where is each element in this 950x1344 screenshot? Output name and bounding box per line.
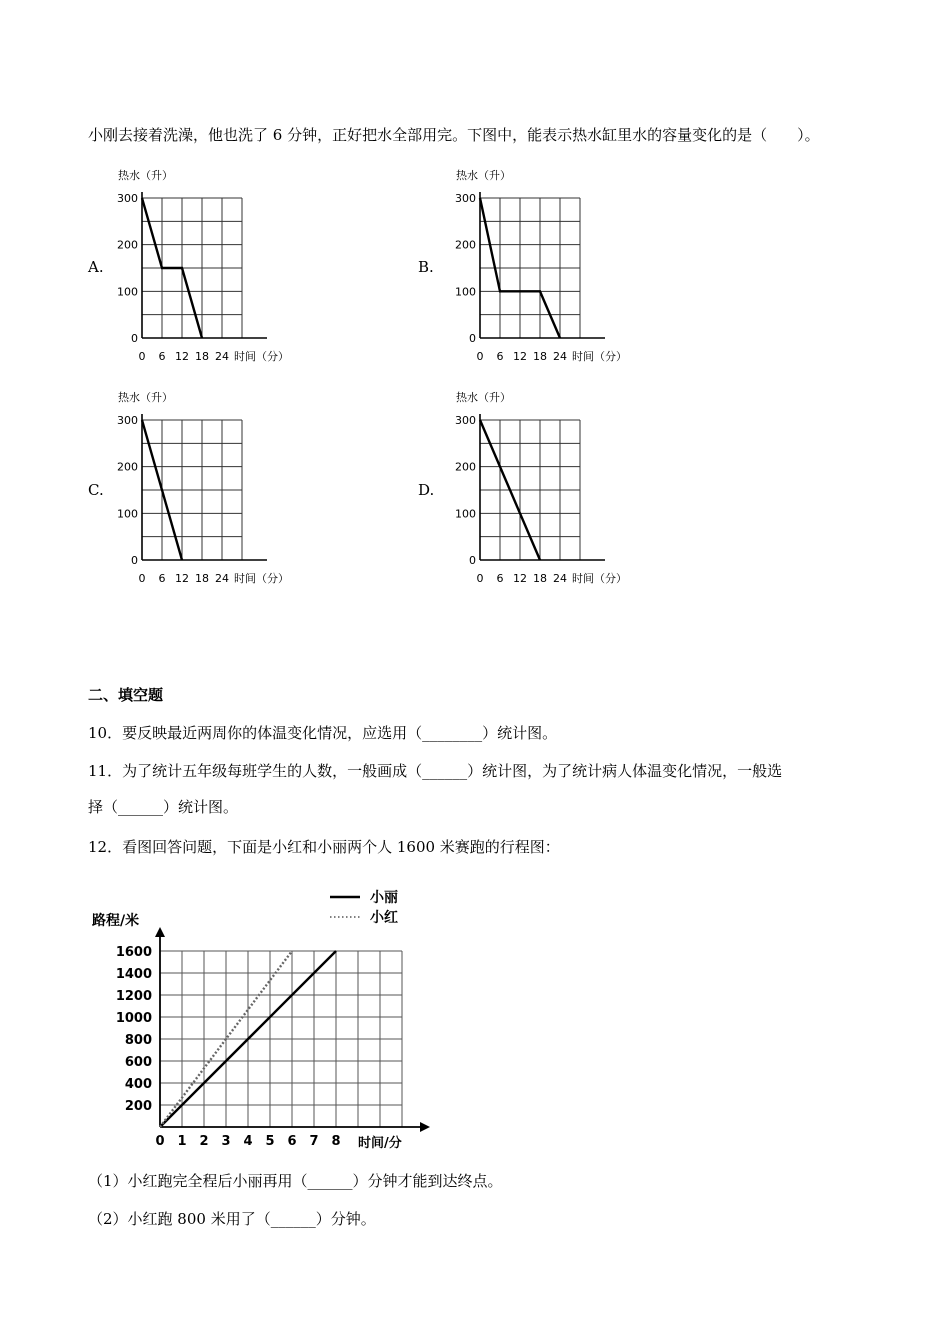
race-xlabel: 时间/分 <box>358 1136 402 1151</box>
option-b-chart <box>448 164 648 369</box>
chart-d-ylabel: 热水（升） <box>456 391 511 404</box>
chart-b-xtick-label: 6 <box>496 350 504 363</box>
chart-a-xtick-label: 24 <box>215 350 229 363</box>
race-ytick-label: 1400 <box>115 967 152 982</box>
chart-a-ytick-label: 300 <box>117 192 138 206</box>
chart-c-ytick-label: 200 <box>117 460 138 474</box>
chart-a-xtick-label: 0 <box>138 350 146 363</box>
race-ytick-label: 400 <box>124 1077 152 1092</box>
race-xtick-label: 6 <box>287 1134 297 1149</box>
race-ytick-label: 200 <box>124 1099 152 1114</box>
chart-d-ytick-label: 100 <box>455 507 476 521</box>
chart-d-xtick-label: 24 <box>553 572 567 585</box>
chart-d-ytick-label: 200 <box>455 460 476 474</box>
option-b-label[interactable]: B. <box>418 258 434 276</box>
chart-b-ytick-label: 100 <box>455 285 476 299</box>
race-xtick-label: 3 <box>221 1134 231 1149</box>
race-chart <box>84 884 434 1154</box>
option-d-chart <box>448 386 648 591</box>
race-xtick-label: 2 <box>199 1134 209 1149</box>
race-xtick-label: 5 <box>265 1134 275 1149</box>
chart-c-ytick-label: 100 <box>117 507 138 521</box>
chart-d-xtick-label: 0 <box>476 572 484 585</box>
question-12-sub1: （1）小红跑完全程后小丽再用（______）分钟才能到达终点。 <box>88 1172 503 1190</box>
race-x-arrow <box>420 1122 430 1132</box>
chart-a-ytick-label: 200 <box>117 238 138 252</box>
race-ytick-label: 1600 <box>115 945 152 960</box>
chart-b-ytick-label: 0 <box>469 332 476 345</box>
chart-d-xtick-label: 12 <box>513 572 527 585</box>
chart-b-ylabel: 热水（升） <box>456 169 511 182</box>
chart-d-ytick-label: 0 <box>469 554 476 567</box>
chart-b-ytick-label: 200 <box>455 238 476 252</box>
option-a-label[interactable]: A. <box>88 258 104 276</box>
chart-b-xtick-label: 24 <box>553 350 567 363</box>
question-12: 12．看图回答问题，下面是小红和小丽两个人 1600 米赛跑的行程图： <box>88 838 560 856</box>
race-ytick-label: 600 <box>124 1055 152 1070</box>
chart-c-xtick-label: 24 <box>215 572 229 585</box>
chart-b-xtick-label: 0 <box>476 350 484 363</box>
race-legend-label: 小红 <box>370 910 398 926</box>
option-a-chart <box>110 164 310 369</box>
race-xtick-label: 1 <box>177 1134 187 1149</box>
chart-a-xtick-label: 6 <box>158 350 166 363</box>
race-ytick-label: 1200 <box>115 989 152 1004</box>
chart-b-xlabel: 时间（分） <box>572 350 627 363</box>
option-c-chart <box>110 386 310 591</box>
race-ytick-label: 800 <box>124 1033 152 1048</box>
chart-c-ytick-label: 300 <box>117 414 138 428</box>
chart-b-xtick-label: 18 <box>533 350 547 363</box>
race-xtick-label: 0 <box>155 1134 165 1149</box>
chart-c-xtick-label: 0 <box>138 572 146 585</box>
chart-b-ytick-label: 300 <box>455 192 476 206</box>
chart-a-ytick-label: 0 <box>131 332 138 345</box>
race-y-arrow <box>155 927 165 937</box>
option-d-label[interactable]: D. <box>418 481 435 499</box>
chart-c-xlabel: 时间（分） <box>234 572 289 585</box>
chart-c-xtick-label: 6 <box>158 572 166 585</box>
race-ytick-label: 1000 <box>115 1011 152 1026</box>
chart-c-xtick-label: 12 <box>175 572 189 585</box>
race-xtick-label: 4 <box>243 1134 253 1149</box>
question-11-line1: 11．为了统计五年级每班学生的人数，一般画成（______）统计图，为了统计病人体温变化情况，一般选 <box>88 762 783 780</box>
chart-a-xlabel: 时间（分） <box>234 350 289 363</box>
question-10: 10．要反映最近两周你的体温变化情况，应选用（________）统计图。 <box>88 724 558 742</box>
chart-d-ytick-label: 300 <box>455 414 476 428</box>
race-xtick-label: 7 <box>309 1134 319 1149</box>
chart-a-xtick-label: 12 <box>175 350 189 363</box>
chart-b-xtick-label: 12 <box>513 350 527 363</box>
option-c-label[interactable]: C. <box>88 481 104 499</box>
race-ylabel: 路程/米 <box>92 913 140 929</box>
race-xtick-label: 8 <box>331 1134 341 1149</box>
chart-d-xtick-label: 18 <box>533 572 547 585</box>
chart-a-ytick-label: 100 <box>117 285 138 299</box>
question-12-sub2: （2）小红跑 800 米用了（______）分钟。 <box>88 1210 376 1228</box>
chart-c-ylabel: 热水（升） <box>118 391 173 404</box>
chart-a-xtick-label: 18 <box>195 350 209 363</box>
chart-a-ylabel: 热水（升） <box>118 169 173 182</box>
chart-d-xtick-label: 6 <box>496 572 504 585</box>
race-legend-label: 小丽 <box>370 890 398 906</box>
chart-c-xtick-label: 18 <box>195 572 209 585</box>
chart-c-ytick-label: 0 <box>131 554 138 567</box>
section-heading: 二、填空题 <box>88 686 164 704</box>
question-11-line2: 择（______）统计图。 <box>88 798 239 816</box>
chart-d-xlabel: 时间（分） <box>572 572 627 585</box>
intro-question: 小刚去接着洗澡，他也洗了 6 分钟，正好把水全部用完。下图中，能表示热水缸里水的容量变化的是（ ）。 <box>88 126 820 144</box>
